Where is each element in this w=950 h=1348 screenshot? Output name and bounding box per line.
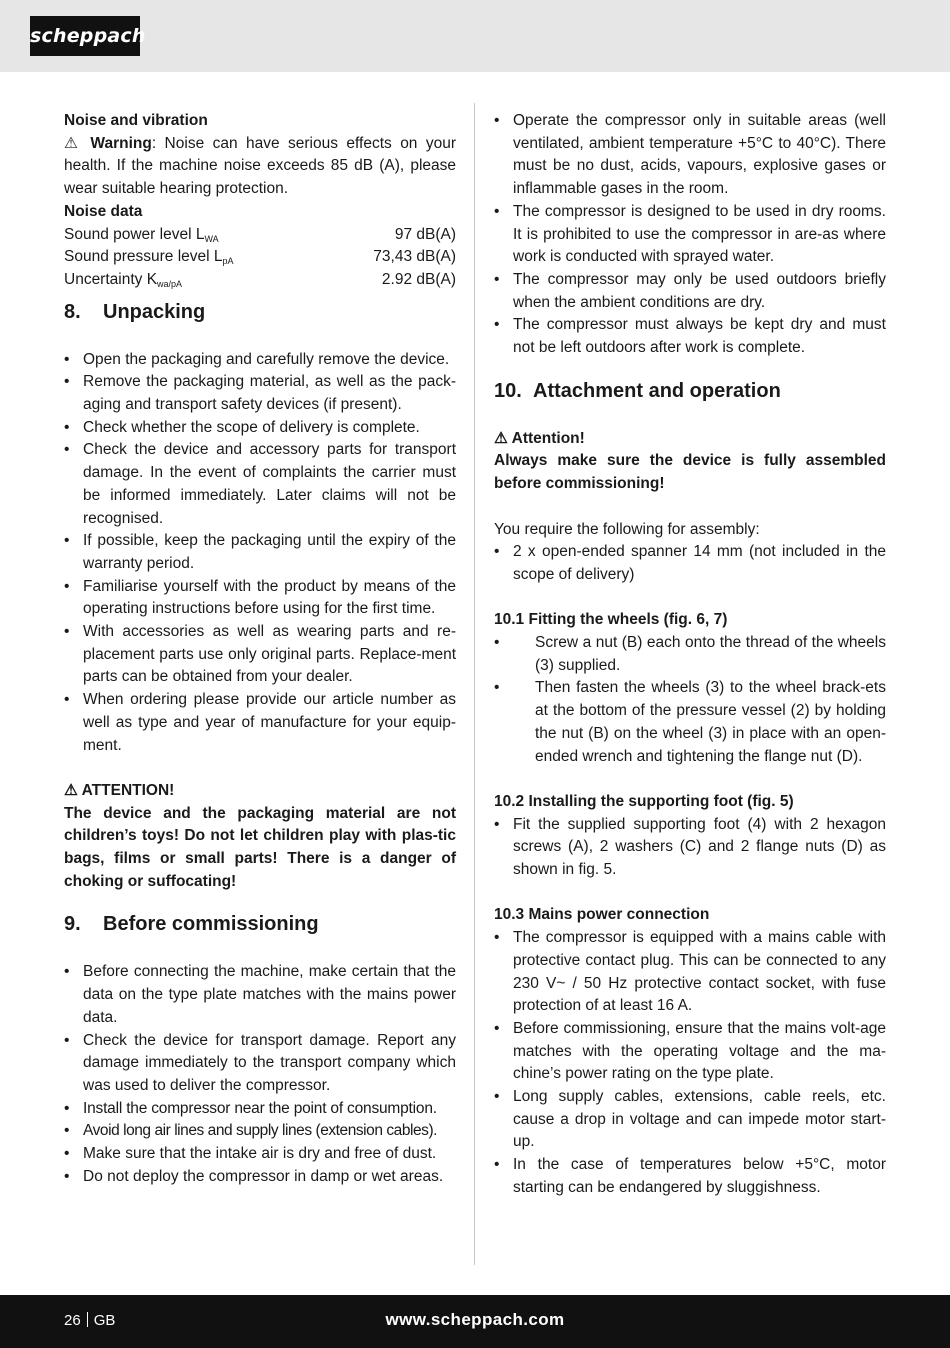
list-item: • Screw a nut (B) each onto the thread of the wheels (3) supplied. [494, 632, 886, 677]
location-list [494, 110, 886, 360]
foot-list [494, 814, 886, 882]
list-item: • With accessories as well as wearing parts and re-placement parts use only original parts. Replace-ment parts can be obtained from your dealer. [64, 621, 456, 689]
list-item: • Then fasten the wheels (3) to the wheel brack-ets at the bottom of the pressure vessel (2) by holding the nut (B) on the wheel (3) in place with an open-ended wrench and tightening the flange nut (D). [494, 677, 886, 768]
page-number: 26 [64, 1312, 81, 1329]
footer-bar [0, 1295, 950, 1348]
noise-data-table [64, 224, 456, 292]
unpacking-list [64, 349, 456, 758]
list-item: • Install the compressor near the point of consumption. [64, 1098, 456, 1121]
list-item: • 2 x open-ended spanner 14 mm (not included in the scope of delivery) [494, 541, 886, 586]
noise-label: Uncertainty $K_{wa/pA}$ [64, 270, 183, 289]
header-band [0, 0, 950, 72]
website-url: www.scheppach.com [385, 1310, 565, 1329]
foot-title: 10.2 Installing the supporting foot (fig. 5) [494, 792, 794, 810]
list-item: • Check whether the scope of delivery is complete. [64, 417, 456, 440]
assembly-intro: You require the following for assembly: [494, 520, 760, 538]
list-item: • The compressor may only be used outdoors briefly when the ambient conditions are dry. [494, 269, 886, 314]
list-item: • The compressor is equipped with a mains cable with protective contact plug. This can be connected to any 230 V~ / 50 Hz protective contact socket, with fuse protection of at least 16 A. [494, 927, 886, 1018]
list-item: • Check the device for transport damage. Report any damage immediately to the transport company which was used to deliver the compressor. [64, 1030, 456, 1098]
noise-value: 73,43 dB(A) [373, 248, 456, 266]
list-item: • When ordering please provide our article number as well as type and year of manufacture for your equip-ment. [64, 689, 456, 757]
warning-icon: ⚠ [64, 134, 82, 152]
noise-row [64, 224, 456, 247]
list-item: • The compressor is designed to be used in dry rooms. It is prohibited to use the compressor in are-as where work is conducted with sprayed water. [494, 201, 886, 269]
warning-label: Warning [90, 134, 152, 152]
warning-paragraph [64, 133, 456, 201]
list-item: • Do not deploy the compressor in damp or wet areas. [64, 1166, 456, 1189]
list-item: • Check the device and accessory parts for transport damage. In the event of complaints the carrier must be informed immediately. Later claims will not be recognised. [64, 439, 456, 530]
assembly-list [494, 541, 886, 586]
list-item: • The compressor must always be kept dry and must not be left outdoors after work is complete. [494, 314, 886, 359]
noise-data-title: Noise data [64, 202, 143, 220]
attention-text: The device and the packaging material are not children’s toys! Do not let children play with plas-tic bags, films or small parts! There is a danger of choking or suffocating! [64, 804, 456, 890]
list-item: • Before connecting the machine, make certain that the data on the type plate matches with the mains power data. [64, 961, 456, 1029]
list-item: • Long supply cables, extensions, cable reels, etc. cause a drop in voltage and can impede motor start-up. [494, 1086, 886, 1154]
wheels-list [494, 632, 886, 768]
section-heading-unpacking: 8. Unpacking [64, 300, 206, 323]
section-heading-before-commissioning: 9. Before commissioning [64, 913, 319, 936]
scheppach-logo: scheppach [30, 16, 140, 56]
right-column [494, 110, 886, 1200]
section-heading-attachment: 10. Attachment and operation [494, 379, 781, 402]
noise-value: 97 dB(A) [394, 225, 456, 243]
noise-label: Sound pressure level $L_{pA}$ [64, 248, 234, 267]
attention-text: Always make sure the device is fully assembled before commissioning! [494, 452, 886, 493]
list-item: • If possible, keep the packaging until the expiry of the warranty period. [64, 530, 456, 575]
list-item: • In the case of temperatures below +5°C, motor starting can be endangered by sluggishness. [494, 1154, 886, 1199]
list-item: • Familiarise yourself with the product by means of the operating instructions before using for the first time. [64, 576, 456, 621]
commissioning-list [64, 961, 456, 1188]
list-item: • Before commissioning, ensure that the mains volt-age matches with the operating voltage and the ma-chine’s power rating on the type plate. [494, 1018, 886, 1086]
list-item: • Remove the packaging material, as well as the pack-aging and transport safety devices (if present). [64, 371, 456, 416]
left-column [64, 110, 456, 1189]
list-item: • Open the packaging and carefully remove the device. [64, 349, 456, 372]
list-item: • Make sure that the intake air is dry and free of dust. [64, 1143, 456, 1166]
warning-text: : Noise can have serious effects on your health. If the machine noise exceeds 85 dB (A), please wear suitable hearing protection. [64, 134, 456, 198]
attention-heading: ⚠ ATTENTION! [64, 781, 175, 799]
language-code: GB [93, 1312, 116, 1329]
noise-row [64, 269, 456, 292]
column-divider [474, 103, 475, 1265]
mains-list [494, 927, 886, 1199]
noise-value: 2.92 dB(A) [381, 270, 456, 288]
list-item: • Operate the compressor only in suitable areas (well ventilated, ambient temperature +5°C to 40°C). There must be no dust, acids, vapours, explosive gases or inflammable gases in the room. [494, 110, 886, 201]
mains-title: 10.3 Mains power connection [494, 906, 710, 924]
list-item: • Fit the supplied supporting foot (4) with 2 hexagon screws (A), 2 washers (C) and 2 flange nuts (D) as shown in fig. 5. [494, 814, 886, 882]
noise-label: Sound power level $L_{WA}$ [64, 225, 219, 244]
list-item: • Avoid long air lines and supply lines (extension cables). [64, 1120, 456, 1143]
attention-heading: ⚠ Attention! [494, 429, 585, 447]
noise-title: Noise and vibration [64, 112, 208, 129]
noise-row [64, 246, 456, 269]
wheels-title: 10.1 Fitting the wheels (fig. 6, 7) [494, 611, 728, 629]
